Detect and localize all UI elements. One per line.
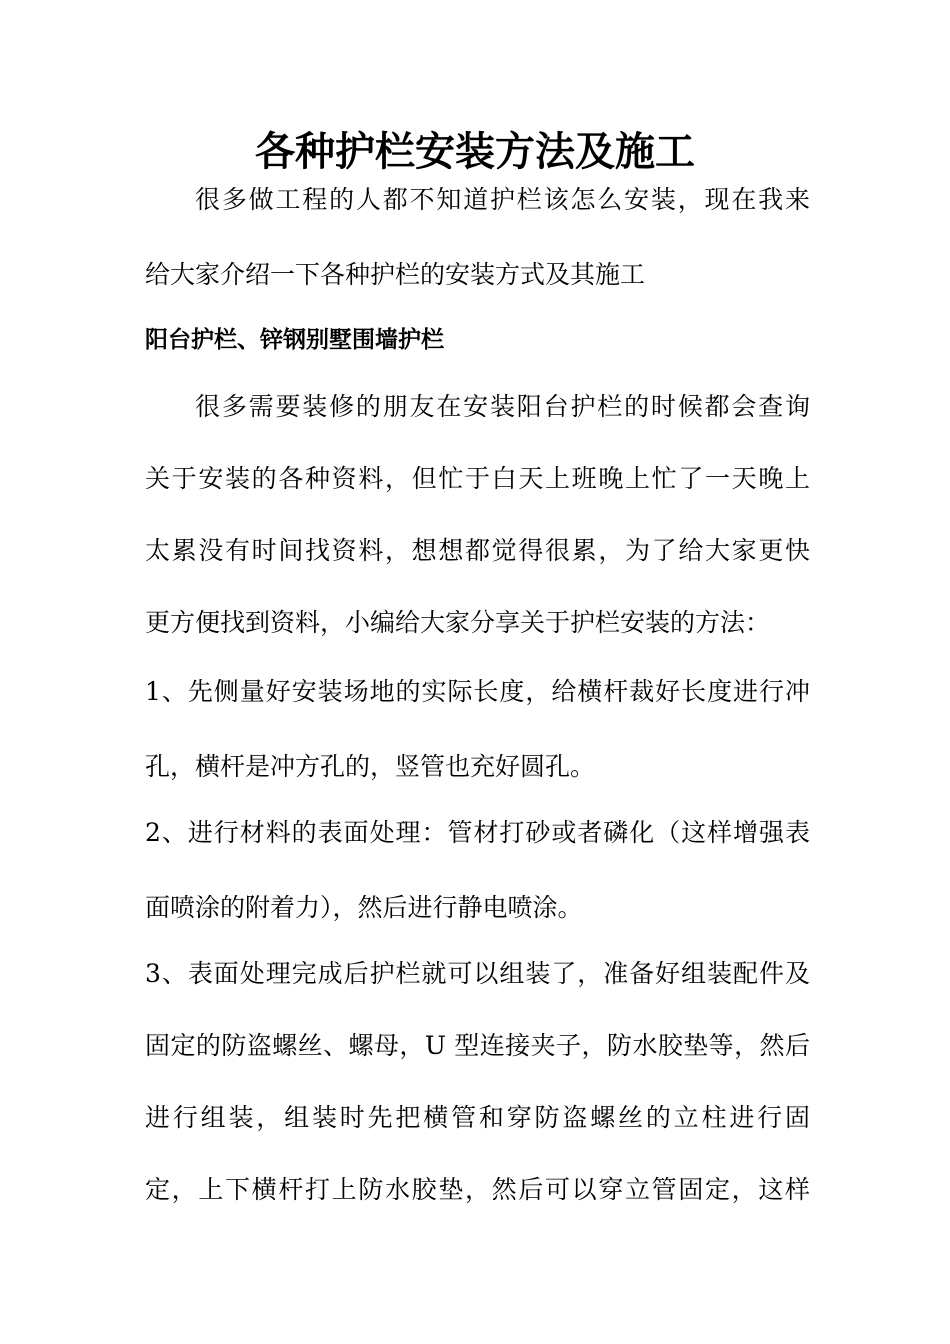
- paragraph-line-3: 太累没有时间找资料，想想都觉得很累，为了给大家更快: [145, 536, 810, 565]
- step-3-line-4: 定，上下横杆打上防水胶垫，然后可以穿立管固定，这样: [145, 1175, 810, 1204]
- step-1-line-1: 1、先侧量好安装场地的实际长度，给横杆裁好长度进行冲: [145, 677, 810, 706]
- paragraph-line-4: 更方便找到资料，小编给大家分享关于护栏安装的方法：: [145, 608, 771, 637]
- paragraph-line-1: 很多需要装修的朋友在安装阳台护栏的时候都会查询: [195, 392, 810, 421]
- step-3-line-2: 固定的防盗螺丝、螺母，U 型连接夹子，防水胶垫等，然后: [145, 1031, 810, 1060]
- document-title: 各种护栏安装方法及施工: [255, 128, 695, 175]
- section-heading: 阳台护栏、锌钢别墅围墙护栏: [145, 327, 444, 353]
- step-3-line-3: 进行组装，组装时先把横管和穿防盗螺丝的立柱进行固: [145, 1103, 810, 1132]
- paragraph-line-2: 关于安装的各种资料，但忙于白天上班晚上忙了一天晚上: [145, 464, 810, 493]
- step-2-line-2: 面喷涂的附着力），然后进行静电喷涂。: [145, 893, 583, 922]
- intro-line-1: 很多做工程的人都不知道护栏该怎么安装，现在我来: [195, 185, 810, 214]
- step-3-line-1: 3、表面处理完成后护栏就可以组装了，准备好组装配件及: [145, 959, 810, 988]
- intro-line-2: 给大家介绍一下各种护栏的安装方式及其施工: [145, 260, 646, 289]
- step-2-line-1: 2、进行材料的表面处理：管材打砂或者磷化（这样增强表: [145, 818, 810, 847]
- step-1-line-2: 孔，横杆是冲方孔的，竖管也充好圆孔。: [145, 752, 596, 781]
